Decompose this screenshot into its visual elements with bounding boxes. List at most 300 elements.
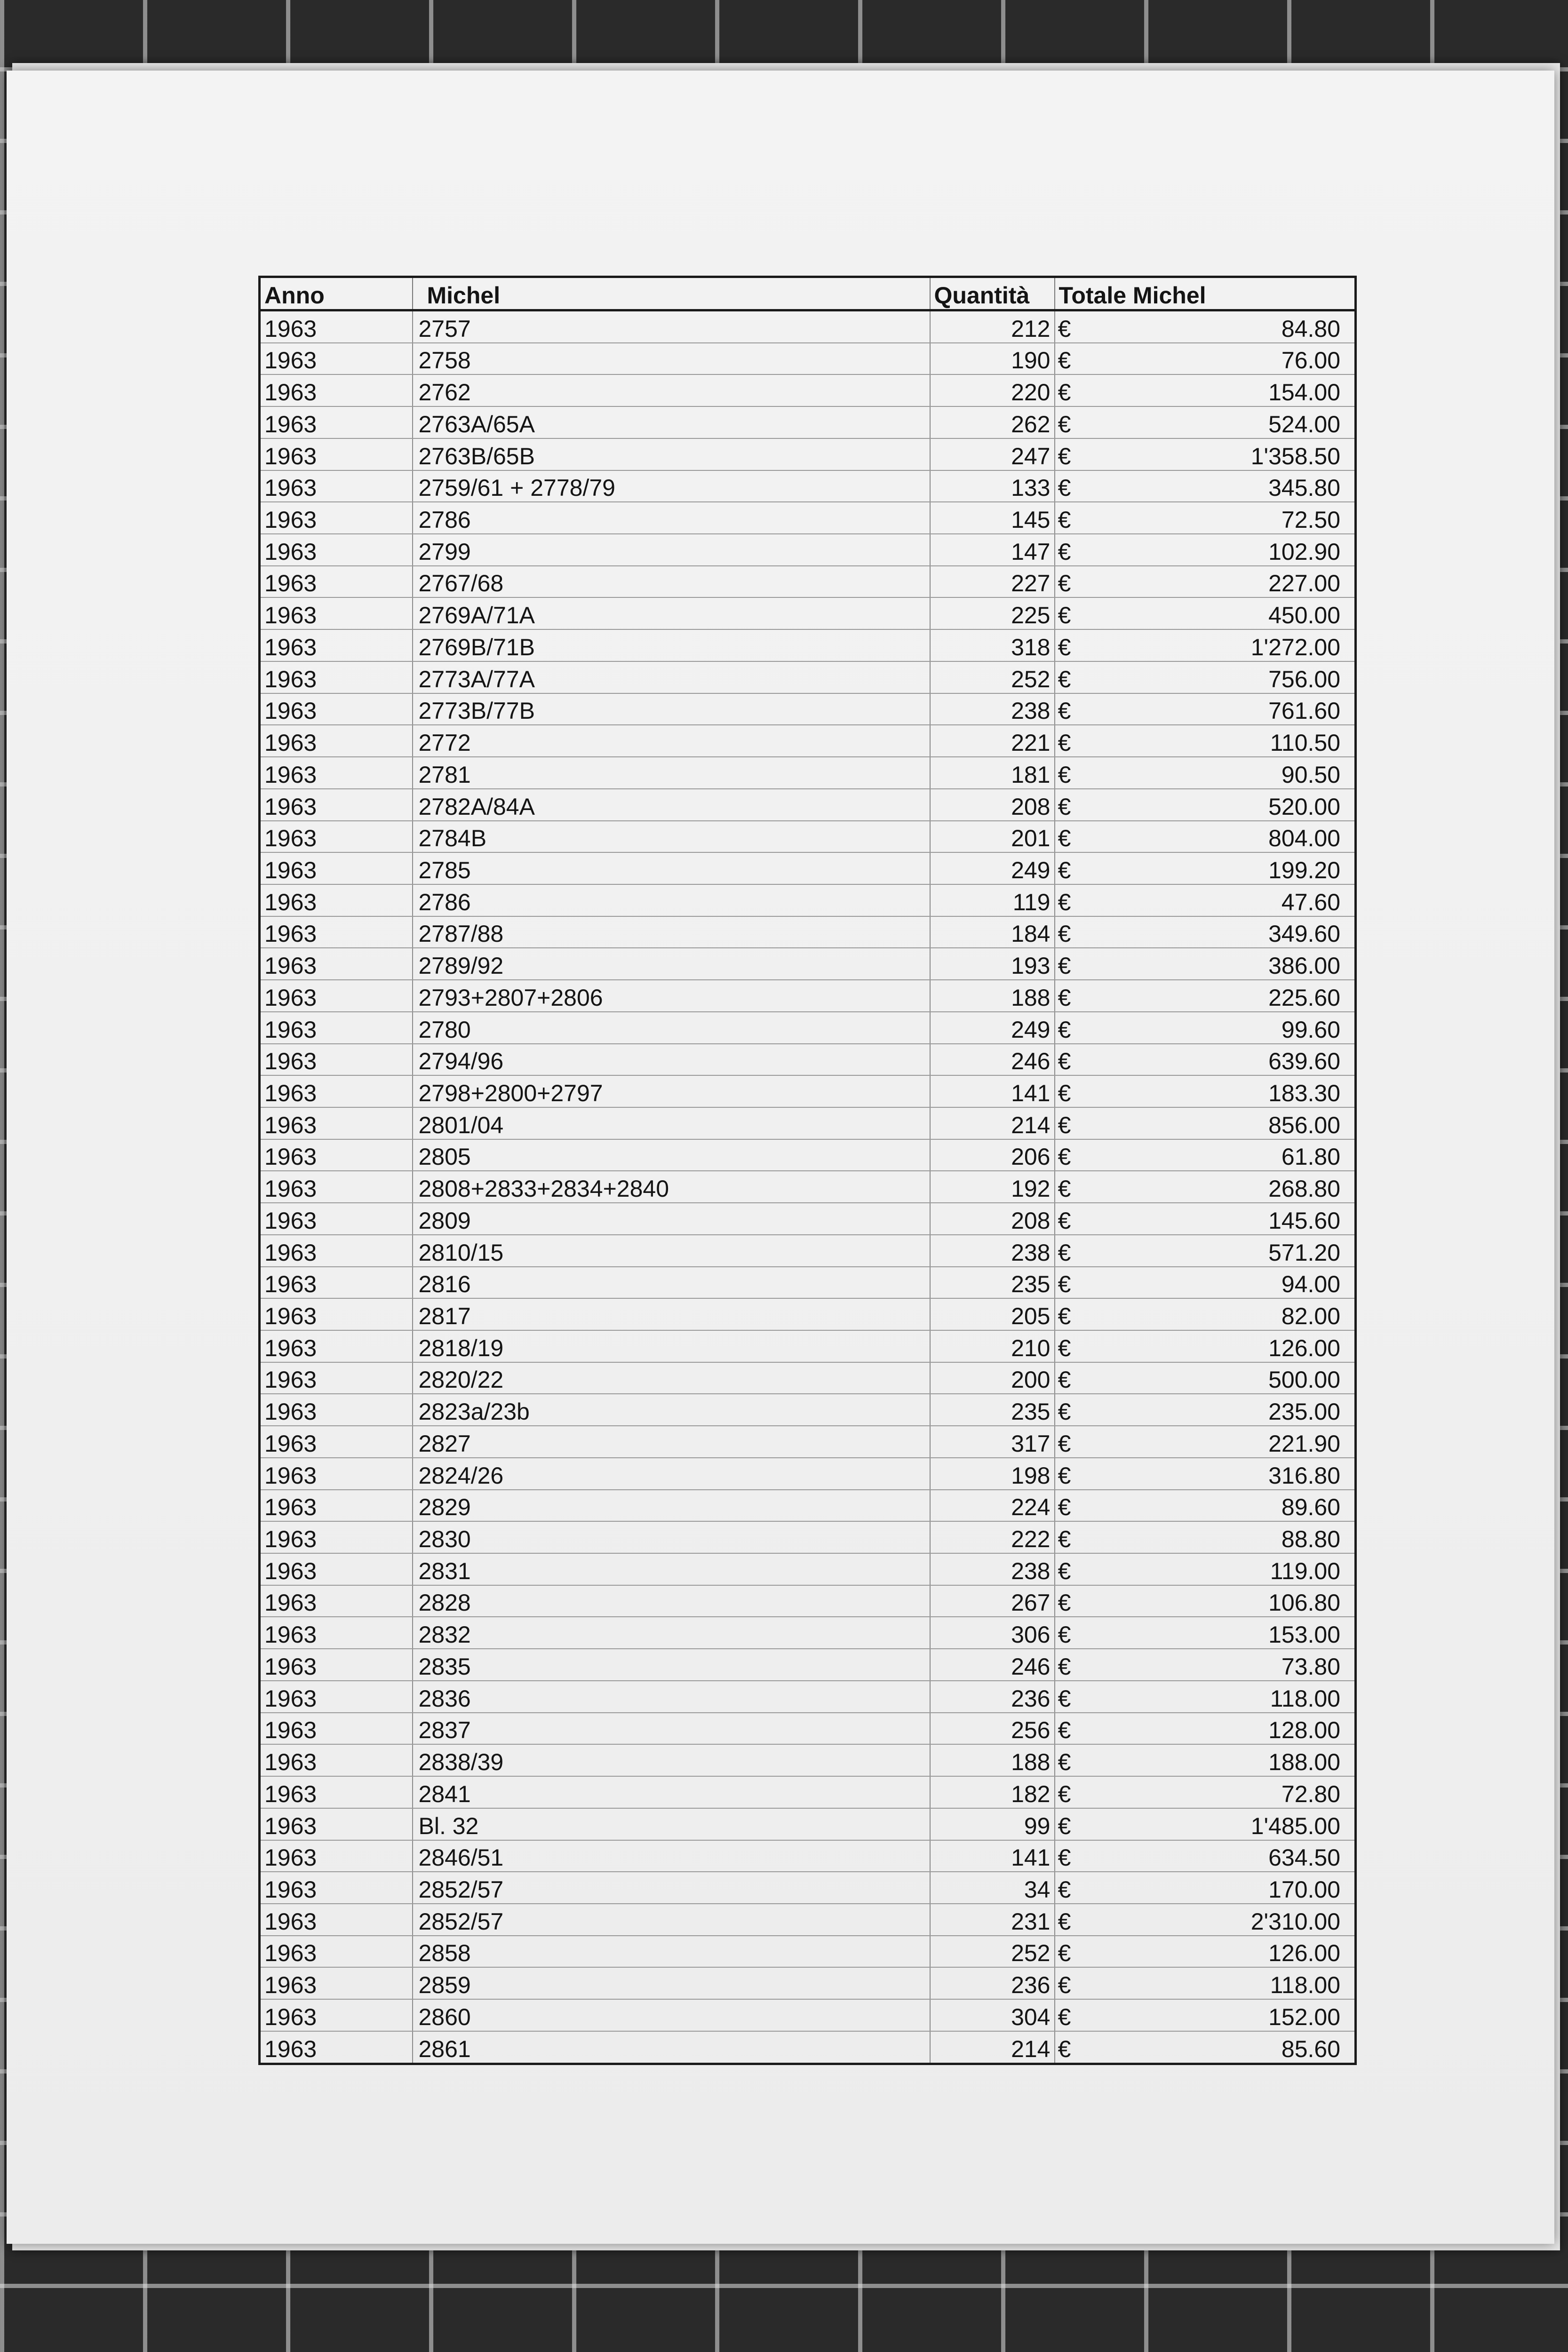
cell-anno: 1963 bbox=[260, 1776, 413, 1808]
cell-michel: 2789/92 bbox=[413, 948, 930, 980]
cell-michel: 2782A/84A bbox=[413, 789, 930, 821]
table-row bbox=[260, 1458, 1356, 1490]
cell-anno: 1963 bbox=[260, 725, 413, 757]
cell-totale: 72.50 bbox=[1078, 502, 1356, 534]
cell-quantita: 193 bbox=[930, 948, 1055, 980]
cell-michel: 2852/57 bbox=[413, 1904, 930, 1936]
table-row bbox=[260, 1362, 1356, 1394]
table-row bbox=[260, 438, 1356, 470]
cell-currency: € bbox=[1055, 1330, 1078, 1362]
cell-anno: 1963 bbox=[260, 1012, 413, 1044]
cell-currency: € bbox=[1055, 1872, 1078, 1904]
cell-currency: € bbox=[1055, 597, 1078, 629]
cell-totale: 73.80 bbox=[1078, 1649, 1356, 1681]
cell-michel: 2809 bbox=[413, 1203, 930, 1235]
table-row bbox=[260, 1744, 1356, 1776]
cell-quantita: 212 bbox=[930, 310, 1055, 343]
cell-quantita: 181 bbox=[930, 757, 1055, 789]
cell-quantita: 246 bbox=[930, 1044, 1055, 1076]
cell-michel: 2820/22 bbox=[413, 1362, 930, 1394]
cell-totale: 183.30 bbox=[1078, 1075, 1356, 1107]
cell-quantita: 145 bbox=[930, 502, 1055, 534]
cell-quantita: 214 bbox=[930, 2031, 1055, 2064]
cell-quantita: 267 bbox=[930, 1585, 1055, 1617]
cell-totale: 153.00 bbox=[1078, 1617, 1356, 1649]
table-row bbox=[260, 1075, 1356, 1107]
cell-totale: 128.00 bbox=[1078, 1713, 1356, 1745]
cell-quantita: 246 bbox=[930, 1649, 1055, 1681]
cell-michel: 2769A/71A bbox=[413, 597, 930, 629]
cell-totale: 110.50 bbox=[1078, 725, 1356, 757]
cell-anno: 1963 bbox=[260, 2031, 413, 2064]
cell-totale: 571.20 bbox=[1078, 1235, 1356, 1267]
cell-michel: 2861 bbox=[413, 2031, 930, 2064]
cell-currency: € bbox=[1055, 1967, 1078, 1999]
cell-totale: 804.00 bbox=[1078, 821, 1356, 853]
cell-totale: 89.60 bbox=[1078, 1490, 1356, 1522]
cell-quantita: 99 bbox=[930, 1808, 1055, 1840]
cell-michel: 2781 bbox=[413, 757, 930, 789]
cell-anno: 1963 bbox=[260, 789, 413, 821]
cell-anno: 1963 bbox=[260, 1458, 413, 1490]
cell-totale: 106.80 bbox=[1078, 1585, 1356, 1617]
table-row bbox=[260, 1840, 1356, 1872]
cell-currency: € bbox=[1055, 374, 1078, 406]
cell-quantita: 249 bbox=[930, 852, 1055, 884]
cell-anno: 1963 bbox=[260, 948, 413, 980]
header-row bbox=[260, 277, 1356, 310]
table-row bbox=[260, 821, 1356, 853]
cell-michel: 2799 bbox=[413, 534, 930, 566]
cell-michel: 2757 bbox=[413, 310, 930, 343]
cell-totale: 199.20 bbox=[1078, 852, 1356, 884]
table-row bbox=[260, 1044, 1356, 1076]
cell-totale: 856.00 bbox=[1078, 1107, 1356, 1139]
cell-currency: € bbox=[1055, 884, 1078, 916]
cell-anno: 1963 bbox=[260, 821, 413, 853]
cell-anno: 1963 bbox=[260, 1362, 413, 1394]
table-row bbox=[260, 1235, 1356, 1267]
cell-quantita: 141 bbox=[930, 1840, 1055, 1872]
table-row bbox=[260, 916, 1356, 948]
table-row bbox=[260, 1521, 1356, 1553]
cell-totale: 349.60 bbox=[1078, 916, 1356, 948]
table-row bbox=[260, 1012, 1356, 1044]
cell-michel: 2860 bbox=[413, 1999, 930, 2031]
cell-anno: 1963 bbox=[260, 1075, 413, 1107]
table-row bbox=[260, 534, 1356, 566]
cell-michel: 2762 bbox=[413, 374, 930, 406]
table-row bbox=[260, 1394, 1356, 1426]
cell-currency: € bbox=[1055, 534, 1078, 566]
cell-michel: 2852/57 bbox=[413, 1872, 930, 1904]
cell-currency: € bbox=[1055, 916, 1078, 948]
cell-currency: € bbox=[1055, 1044, 1078, 1076]
cell-currency: € bbox=[1055, 1107, 1078, 1139]
cell-currency: € bbox=[1055, 1904, 1078, 1936]
table-row bbox=[260, 1808, 1356, 1840]
cell-quantita: 247 bbox=[930, 438, 1055, 470]
cell-quantita: 190 bbox=[930, 343, 1055, 375]
cell-totale: 94.00 bbox=[1078, 1267, 1356, 1299]
cell-anno: 1963 bbox=[260, 1490, 413, 1522]
cell-michel: 2773A/77A bbox=[413, 661, 930, 693]
header-quantita: Quantità bbox=[930, 277, 1055, 310]
cell-michel: 2772 bbox=[413, 725, 930, 757]
table-row bbox=[260, 470, 1356, 502]
cell-totale: 1'272.00 bbox=[1078, 629, 1356, 661]
table-row bbox=[260, 884, 1356, 916]
cell-anno: 1963 bbox=[260, 629, 413, 661]
cell-totale: 345.80 bbox=[1078, 470, 1356, 502]
cell-totale: 82.00 bbox=[1078, 1298, 1356, 1330]
cell-totale: 386.00 bbox=[1078, 948, 1356, 980]
cell-totale: 225.60 bbox=[1078, 980, 1356, 1012]
table-row bbox=[260, 343, 1356, 375]
cell-quantita: 252 bbox=[930, 661, 1055, 693]
cell-quantita: 262 bbox=[930, 406, 1055, 438]
cell-anno: 1963 bbox=[260, 502, 413, 534]
cell-michel: 2793+2807+2806 bbox=[413, 980, 930, 1012]
cell-totale: 154.00 bbox=[1078, 374, 1356, 406]
cell-anno: 1963 bbox=[260, 916, 413, 948]
table-body bbox=[260, 310, 1356, 2064]
cell-totale: 99.60 bbox=[1078, 1012, 1356, 1044]
cell-anno: 1963 bbox=[260, 534, 413, 566]
cell-michel: 2798+2800+2797 bbox=[413, 1075, 930, 1107]
cell-currency: € bbox=[1055, 1713, 1078, 1745]
cell-quantita: 141 bbox=[930, 1075, 1055, 1107]
cell-totale: 500.00 bbox=[1078, 1362, 1356, 1394]
cell-quantita: 225 bbox=[930, 597, 1055, 629]
cell-totale: 72.80 bbox=[1078, 1776, 1356, 1808]
table-row bbox=[260, 1490, 1356, 1522]
cell-totale: 756.00 bbox=[1078, 661, 1356, 693]
cell-anno: 1963 bbox=[260, 1553, 413, 1585]
cell-michel: 2784B bbox=[413, 821, 930, 853]
cell-michel: 2769B/71B bbox=[413, 629, 930, 661]
cell-anno: 1963 bbox=[260, 1936, 413, 1968]
table-row bbox=[260, 1139, 1356, 1171]
cell-michel: 2817 bbox=[413, 1298, 930, 1330]
cell-totale: 268.80 bbox=[1078, 1171, 1356, 1203]
table-row bbox=[260, 1298, 1356, 1330]
cell-quantita: 235 bbox=[930, 1267, 1055, 1299]
cell-totale: 119.00 bbox=[1078, 1553, 1356, 1585]
cell-anno: 1963 bbox=[260, 1139, 413, 1171]
cell-michel: 2763A/65A bbox=[413, 406, 930, 438]
cell-quantita: 208 bbox=[930, 1203, 1055, 1235]
cell-currency: € bbox=[1055, 980, 1078, 1012]
cell-currency: € bbox=[1055, 1235, 1078, 1267]
cell-currency: € bbox=[1055, 438, 1078, 470]
table-row bbox=[260, 789, 1356, 821]
cell-quantita: 236 bbox=[930, 1681, 1055, 1713]
cell-currency: € bbox=[1055, 1362, 1078, 1394]
cell-currency: € bbox=[1055, 1776, 1078, 1808]
cell-currency: € bbox=[1055, 1840, 1078, 1872]
cell-quantita: 236 bbox=[930, 1967, 1055, 1999]
cell-quantita: 182 bbox=[930, 1776, 1055, 1808]
cell-currency: € bbox=[1055, 2031, 1078, 2064]
table-row bbox=[260, 310, 1356, 343]
cell-totale: 145.60 bbox=[1078, 1203, 1356, 1235]
cell-anno: 1963 bbox=[260, 693, 413, 725]
cell-currency: € bbox=[1055, 1649, 1078, 1681]
cell-michel: 2841 bbox=[413, 1776, 930, 1808]
cell-totale: 1'485.00 bbox=[1078, 1808, 1356, 1840]
cell-michel: 2829 bbox=[413, 1490, 930, 1522]
cell-anno: 1963 bbox=[260, 852, 413, 884]
cell-currency: € bbox=[1055, 693, 1078, 725]
cell-quantita: 210 bbox=[930, 1330, 1055, 1362]
cell-quantita: 252 bbox=[930, 1936, 1055, 1968]
cell-currency: € bbox=[1055, 1012, 1078, 1044]
cell-quantita: 222 bbox=[930, 1521, 1055, 1553]
cell-anno: 1963 bbox=[260, 1999, 413, 2031]
cell-michel: 2801/04 bbox=[413, 1107, 930, 1139]
cell-totale: 450.00 bbox=[1078, 597, 1356, 629]
cell-quantita: 206 bbox=[930, 1139, 1055, 1171]
cell-quantita: 306 bbox=[930, 1617, 1055, 1649]
cell-currency: € bbox=[1055, 1394, 1078, 1426]
cell-anno: 1963 bbox=[260, 1044, 413, 1076]
cell-totale: 235.00 bbox=[1078, 1394, 1356, 1426]
cell-michel: 2837 bbox=[413, 1713, 930, 1745]
cell-michel: 2832 bbox=[413, 1617, 930, 1649]
cell-quantita: 304 bbox=[930, 1999, 1055, 2031]
cell-michel: 2767/68 bbox=[413, 566, 930, 598]
cell-currency: € bbox=[1055, 1553, 1078, 1585]
cell-totale: 520.00 bbox=[1078, 789, 1356, 821]
table-row bbox=[260, 980, 1356, 1012]
cell-anno: 1963 bbox=[260, 884, 413, 916]
cell-totale: 1'358.50 bbox=[1078, 438, 1356, 470]
cell-quantita: 119 bbox=[930, 884, 1055, 916]
cell-anno: 1963 bbox=[260, 343, 413, 375]
table-row bbox=[260, 757, 1356, 789]
table-row bbox=[260, 1681, 1356, 1713]
cell-anno: 1963 bbox=[260, 980, 413, 1012]
cell-totale: 76.00 bbox=[1078, 343, 1356, 375]
cell-anno: 1963 bbox=[260, 1330, 413, 1362]
cell-michel: 2808+2833+2834+2840 bbox=[413, 1171, 930, 1203]
cell-anno: 1963 bbox=[260, 1904, 413, 1936]
cell-michel: 2859 bbox=[413, 1967, 930, 1999]
cell-michel: 2827 bbox=[413, 1426, 930, 1458]
cell-anno: 1963 bbox=[260, 438, 413, 470]
cell-currency: € bbox=[1055, 757, 1078, 789]
cell-totale: 221.90 bbox=[1078, 1426, 1356, 1458]
cell-quantita: 221 bbox=[930, 725, 1055, 757]
cell-currency: € bbox=[1055, 725, 1078, 757]
cell-currency: € bbox=[1055, 310, 1078, 343]
cell-michel: 2830 bbox=[413, 1521, 930, 1553]
cell-totale: 61.80 bbox=[1078, 1139, 1356, 1171]
table-row bbox=[260, 1107, 1356, 1139]
cell-anno: 1963 bbox=[260, 1872, 413, 1904]
cell-quantita: 147 bbox=[930, 534, 1055, 566]
cell-quantita: 188 bbox=[930, 1744, 1055, 1776]
cell-michel: 2838/39 bbox=[413, 1744, 930, 1776]
cell-currency: € bbox=[1055, 661, 1078, 693]
cell-quantita: 256 bbox=[930, 1713, 1055, 1745]
header-michel: Michel bbox=[413, 277, 930, 310]
cell-currency: € bbox=[1055, 1171, 1078, 1203]
cell-michel: 2786 bbox=[413, 502, 930, 534]
table-row bbox=[260, 597, 1356, 629]
cell-michel: 2818/19 bbox=[413, 1330, 930, 1362]
cell-michel: 2810/15 bbox=[413, 1235, 930, 1267]
cell-anno: 1963 bbox=[260, 374, 413, 406]
cell-totale: 316.80 bbox=[1078, 1458, 1356, 1490]
cell-anno: 1963 bbox=[260, 597, 413, 629]
cell-quantita: 235 bbox=[930, 1394, 1055, 1426]
cell-michel: 2780 bbox=[413, 1012, 930, 1044]
cell-quantita: 249 bbox=[930, 1012, 1055, 1044]
table-row bbox=[260, 1713, 1356, 1745]
cell-michel: 2831 bbox=[413, 1553, 930, 1585]
cell-totale: 634.50 bbox=[1078, 1840, 1356, 1872]
table-row bbox=[260, 693, 1356, 725]
cell-anno: 1963 bbox=[260, 310, 413, 343]
cell-anno: 1963 bbox=[260, 1744, 413, 1776]
cell-michel: 2763B/65B bbox=[413, 438, 930, 470]
cell-michel: 2846/51 bbox=[413, 1840, 930, 1872]
table-row bbox=[260, 2031, 1356, 2064]
table-row bbox=[260, 1904, 1356, 1936]
cell-totale: 118.00 bbox=[1078, 1967, 1356, 1999]
table-row bbox=[260, 1617, 1356, 1649]
cell-anno: 1963 bbox=[260, 757, 413, 789]
cell-michel: 2824/26 bbox=[413, 1458, 930, 1490]
cell-michel: 2759/61 + 2778/79 bbox=[413, 470, 930, 502]
cell-anno: 1963 bbox=[260, 1521, 413, 1553]
cell-michel: 2773B/77B bbox=[413, 693, 930, 725]
header-anno: Anno bbox=[260, 277, 413, 310]
table-row bbox=[260, 852, 1356, 884]
table-row bbox=[260, 725, 1356, 757]
cell-anno: 1963 bbox=[260, 406, 413, 438]
cell-totale: 118.00 bbox=[1078, 1681, 1356, 1713]
cell-quantita: 220 bbox=[930, 374, 1055, 406]
table-row bbox=[260, 1203, 1356, 1235]
cell-anno: 1963 bbox=[260, 1967, 413, 1999]
cell-anno: 1963 bbox=[260, 1617, 413, 1649]
cell-michel: 2835 bbox=[413, 1649, 930, 1681]
cell-currency: € bbox=[1055, 1808, 1078, 1840]
cell-michel: 2823a/23b bbox=[413, 1394, 930, 1426]
cell-currency: € bbox=[1055, 852, 1078, 884]
table-row bbox=[260, 1936, 1356, 1968]
cell-michel: 2858 bbox=[413, 1936, 930, 1968]
table-row bbox=[260, 1649, 1356, 1681]
cell-quantita: 34 bbox=[930, 1872, 1055, 1904]
table-row bbox=[260, 406, 1356, 438]
cell-totale: 90.50 bbox=[1078, 757, 1356, 789]
cell-quantita: 238 bbox=[930, 1235, 1055, 1267]
cell-michel: 2828 bbox=[413, 1585, 930, 1617]
cell-totale: 84.80 bbox=[1078, 310, 1356, 343]
cell-anno: 1963 bbox=[260, 1203, 413, 1235]
cell-totale: 88.80 bbox=[1078, 1521, 1356, 1553]
cell-anno: 1963 bbox=[260, 1394, 413, 1426]
cell-currency: € bbox=[1055, 1139, 1078, 1171]
stamp-inventory-table bbox=[258, 276, 1357, 2065]
cell-currency: € bbox=[1055, 629, 1078, 661]
cell-michel: 2786 bbox=[413, 884, 930, 916]
cell-totale: 2'310.00 bbox=[1078, 1904, 1356, 1936]
cell-michel: 2805 bbox=[413, 1139, 930, 1171]
table-row bbox=[260, 1553, 1356, 1585]
cell-currency: € bbox=[1055, 1075, 1078, 1107]
cell-currency: € bbox=[1055, 789, 1078, 821]
table-row bbox=[260, 1267, 1356, 1299]
cell-currency: € bbox=[1055, 1744, 1078, 1776]
cell-anno: 1963 bbox=[260, 1713, 413, 1745]
cell-totale: 152.00 bbox=[1078, 1999, 1356, 2031]
cell-quantita: 214 bbox=[930, 1107, 1055, 1139]
table-row bbox=[260, 629, 1356, 661]
cell-currency: € bbox=[1055, 1936, 1078, 1968]
cell-currency: € bbox=[1055, 343, 1078, 375]
cell-currency: € bbox=[1055, 566, 1078, 598]
cell-currency: € bbox=[1055, 502, 1078, 534]
cell-currency: € bbox=[1055, 948, 1078, 980]
cell-quantita: 317 bbox=[930, 1426, 1055, 1458]
cell-quantita: 205 bbox=[930, 1298, 1055, 1330]
cell-anno: 1963 bbox=[260, 470, 413, 502]
cell-totale: 761.60 bbox=[1078, 693, 1356, 725]
cell-currency: € bbox=[1055, 1490, 1078, 1522]
cell-quantita: 238 bbox=[930, 1553, 1055, 1585]
cell-michel: Bl. 32 bbox=[413, 1808, 930, 1840]
cell-quantita: 192 bbox=[930, 1171, 1055, 1203]
table-row bbox=[260, 1776, 1356, 1808]
cell-quantita: 198 bbox=[930, 1458, 1055, 1490]
table-row bbox=[260, 1967, 1356, 1999]
cell-currency: € bbox=[1055, 1298, 1078, 1330]
cell-anno: 1963 bbox=[260, 1840, 413, 1872]
cell-anno: 1963 bbox=[260, 1808, 413, 1840]
cell-quantita: 238 bbox=[930, 693, 1055, 725]
cell-totale: 126.00 bbox=[1078, 1936, 1356, 1968]
table-row bbox=[260, 566, 1356, 598]
table-row bbox=[260, 661, 1356, 693]
cell-quantita: 208 bbox=[930, 789, 1055, 821]
cell-michel: 2816 bbox=[413, 1267, 930, 1299]
cell-michel: 2758 bbox=[413, 343, 930, 375]
cell-currency: € bbox=[1055, 470, 1078, 502]
cell-anno: 1963 bbox=[260, 1681, 413, 1713]
cell-anno: 1963 bbox=[260, 566, 413, 598]
table-row bbox=[260, 1585, 1356, 1617]
cell-michel: 2785 bbox=[413, 852, 930, 884]
cell-michel: 2836 bbox=[413, 1681, 930, 1713]
header-totale-michel: Totale Michel bbox=[1055, 277, 1356, 310]
cell-currency: € bbox=[1055, 1681, 1078, 1713]
cell-currency: € bbox=[1055, 1426, 1078, 1458]
cell-anno: 1963 bbox=[260, 1267, 413, 1299]
cell-totale: 188.00 bbox=[1078, 1744, 1356, 1776]
cell-quantita: 184 bbox=[930, 916, 1055, 948]
cell-currency: € bbox=[1055, 1617, 1078, 1649]
cell-currency: € bbox=[1055, 1458, 1078, 1490]
cell-anno: 1963 bbox=[260, 1649, 413, 1681]
cell-quantita: 227 bbox=[930, 566, 1055, 598]
cell-currency: € bbox=[1055, 1521, 1078, 1553]
table-row bbox=[260, 374, 1356, 406]
